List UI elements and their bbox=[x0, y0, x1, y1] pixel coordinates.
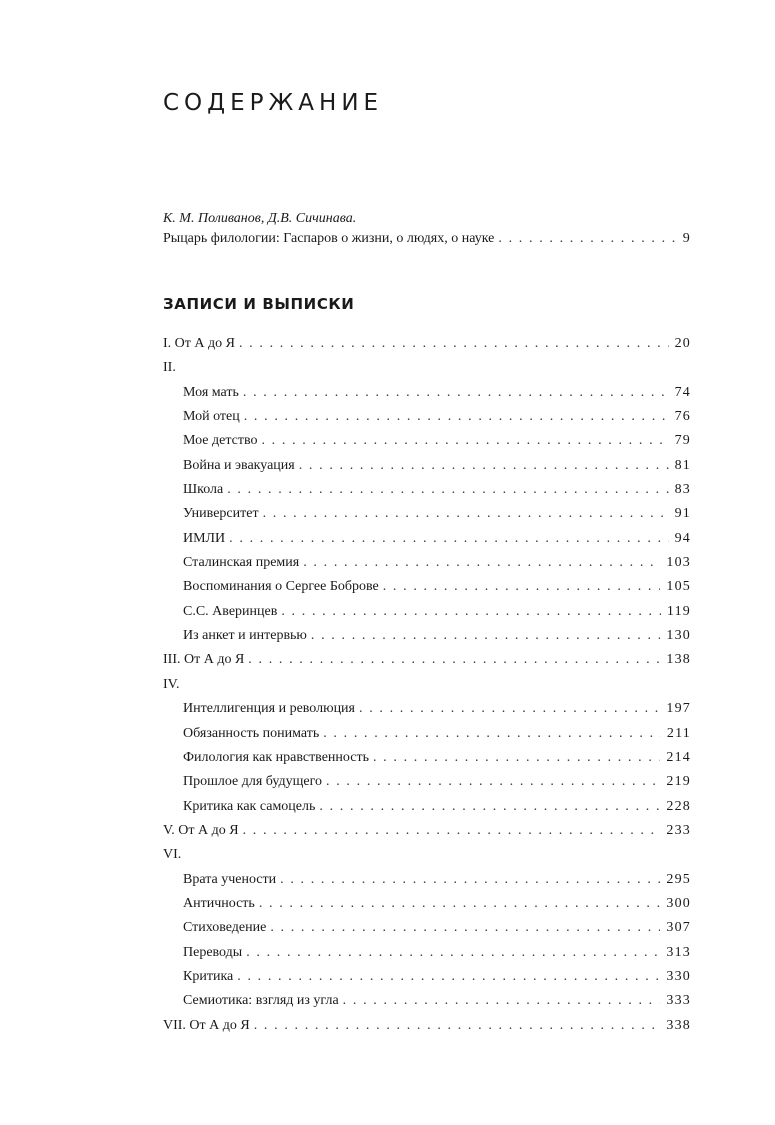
toc-entry-title: Прошлое для будущего bbox=[183, 774, 323, 790]
toc-entry-page: 214 bbox=[666, 749, 691, 765]
toc-entry[interactable] bbox=[163, 965, 691, 989]
toc-entry[interactable] bbox=[163, 941, 691, 965]
toc-entry[interactable] bbox=[163, 575, 691, 599]
toc-entry-page: 300 bbox=[666, 895, 691, 911]
toc-entry-page: 119 bbox=[666, 603, 691, 619]
toc-entry-title: С.С. Аверинцев bbox=[183, 603, 278, 619]
toc-entry-page: 81 bbox=[674, 457, 691, 473]
toc-entry-title: Сталинская премия bbox=[183, 555, 300, 571]
page-title: СОДЕРЖАНИЕ bbox=[163, 90, 384, 116]
toc-part-heading bbox=[163, 356, 691, 380]
toc-entry[interactable] bbox=[163, 746, 691, 770]
toc-entry-page: 338 bbox=[666, 1017, 691, 1033]
toc-entry-page: 20 bbox=[674, 336, 691, 351]
toc-entry-title: Моя мать bbox=[183, 384, 239, 400]
toc-entry-title: Воспоминания о Сергее Боброве bbox=[183, 579, 379, 595]
dot-leader bbox=[326, 770, 660, 794]
dot-leader bbox=[227, 478, 668, 502]
dot-leader bbox=[343, 989, 661, 1013]
dot-leader bbox=[281, 600, 661, 624]
toc-entry-title: Школа bbox=[183, 482, 224, 498]
dot-leader bbox=[359, 697, 660, 721]
toc-entry-page: 228 bbox=[666, 798, 691, 814]
intro-authors: К. М. Поливанов, Д.В. Сичинава. bbox=[163, 211, 357, 226]
intro-entry-title: Рыцарь филологии: Гаспаров о жизни, о людях, о науке bbox=[163, 231, 495, 246]
toc-entry-page: 219 bbox=[666, 774, 691, 790]
dot-leader bbox=[280, 868, 660, 892]
dot-leader bbox=[373, 746, 660, 770]
toc-entry[interactable] bbox=[163, 429, 691, 453]
dot-leader bbox=[299, 454, 669, 478]
dot-leader bbox=[239, 332, 669, 356]
toc-entry[interactable] bbox=[163, 722, 691, 746]
toc-entry-page: 295 bbox=[666, 871, 691, 887]
toc-entry-title: III. От А до Я bbox=[163, 652, 245, 668]
toc-entry[interactable] bbox=[163, 1014, 691, 1038]
toc-entry[interactable] bbox=[163, 892, 691, 916]
toc-entry-page: 94 bbox=[674, 530, 691, 546]
toc-entry-title: V. От А до Я bbox=[163, 822, 239, 838]
toc-entry-title: II. bbox=[163, 360, 176, 376]
toc-entry-page: 91 bbox=[674, 506, 691, 522]
toc-entry[interactable] bbox=[163, 916, 691, 940]
toc-entry-page: 330 bbox=[666, 968, 691, 984]
toc-entry-page: 211 bbox=[666, 725, 691, 741]
toc-entry-title: Обязанность понимать bbox=[183, 725, 320, 741]
dot-leader bbox=[498, 229, 676, 249]
intro-entry[interactable] bbox=[163, 229, 691, 249]
toc-entry-page: 197 bbox=[666, 701, 691, 717]
toc-entry-title: Переводы bbox=[183, 944, 243, 960]
toc-entry-page: 103 bbox=[666, 555, 691, 571]
dot-leader bbox=[270, 916, 660, 940]
dot-leader bbox=[261, 429, 668, 453]
toc-entry-title: I. От А до Я bbox=[163, 336, 235, 351]
toc-entry[interactable] bbox=[163, 454, 691, 478]
dot-leader bbox=[259, 892, 661, 916]
intro-entry-page: 9 bbox=[682, 231, 691, 246]
toc-entry[interactable] bbox=[163, 551, 691, 575]
toc-entry-page: 233 bbox=[666, 822, 691, 838]
toc-entry-title: Семиотика: взгляд из угла bbox=[183, 993, 339, 1009]
toc-entry[interactable] bbox=[163, 819, 691, 843]
toc-entry-title: Из анкет и интервью bbox=[183, 628, 307, 644]
dot-leader bbox=[254, 1014, 661, 1038]
toc-entry-title: VI. bbox=[163, 847, 182, 863]
toc-entry-page: 83 bbox=[674, 482, 691, 498]
toc-entry-title: Античность bbox=[183, 895, 255, 911]
dot-leader bbox=[303, 551, 660, 575]
toc-entry-page: 79 bbox=[674, 433, 691, 449]
toc-entry-page: 74 bbox=[674, 384, 691, 400]
dot-leader bbox=[248, 648, 660, 672]
toc-entry-page: 333 bbox=[666, 993, 691, 1009]
toc-entry-title: ИМЛИ bbox=[183, 530, 226, 546]
toc-entry-title: Врата учености bbox=[183, 871, 277, 887]
toc-entry[interactable] bbox=[163, 648, 691, 672]
toc-entry[interactable] bbox=[163, 770, 691, 794]
toc-entry[interactable] bbox=[163, 478, 691, 502]
toc-entry[interactable] bbox=[163, 989, 691, 1013]
toc-entry[interactable] bbox=[163, 868, 691, 892]
toc-entry[interactable] bbox=[163, 624, 691, 648]
dot-leader bbox=[237, 965, 660, 989]
toc-list bbox=[163, 332, 691, 1038]
toc-entry[interactable] bbox=[163, 795, 691, 819]
toc-entry-title: Критика как самоцель bbox=[183, 798, 316, 814]
dot-leader bbox=[243, 381, 669, 405]
toc-entry-page: 76 bbox=[674, 409, 691, 425]
toc-entry-title: VII. От А до Я bbox=[163, 1017, 250, 1033]
toc-entry-title: Мой отец bbox=[183, 409, 240, 425]
toc-entry-title: Филология как нравственность bbox=[183, 749, 369, 765]
dot-leader bbox=[319, 795, 660, 819]
dot-leader bbox=[323, 722, 661, 746]
toc-entry[interactable] bbox=[163, 405, 691, 429]
dot-leader bbox=[244, 405, 669, 429]
toc-entry-title: IV. bbox=[163, 676, 180, 692]
toc-entry-page: 130 bbox=[666, 628, 691, 644]
dot-leader bbox=[383, 575, 661, 599]
toc-entry[interactable] bbox=[163, 600, 691, 624]
toc-entry[interactable] bbox=[163, 527, 691, 551]
section-title: ЗАПИСИ И ВЫПИСКИ bbox=[163, 295, 355, 313]
toc-entry[interactable] bbox=[163, 381, 691, 405]
toc-entry-title: Мое детство bbox=[183, 433, 258, 449]
toc-entry-page: 313 bbox=[666, 944, 691, 960]
toc-entry[interactable] bbox=[163, 697, 691, 721]
toc-entry[interactable] bbox=[163, 502, 691, 526]
toc-entry-title: Университет bbox=[183, 506, 259, 522]
toc-entry-title: Критика bbox=[183, 968, 234, 984]
toc-entry-page: 307 bbox=[666, 920, 691, 936]
toc-part-heading bbox=[163, 673, 691, 697]
toc-entry-title: Стиховедение bbox=[183, 920, 267, 936]
dot-leader bbox=[246, 941, 660, 965]
toc-entry-page: 105 bbox=[666, 579, 691, 595]
toc-part-heading bbox=[163, 843, 691, 867]
dot-leader bbox=[263, 502, 669, 526]
toc-entry-title: Интеллигенция и революция bbox=[183, 701, 355, 717]
dot-leader bbox=[311, 624, 660, 648]
toc-entry-page: 138 bbox=[666, 652, 691, 668]
toc-entry[interactable] bbox=[163, 332, 691, 356]
dot-leader bbox=[243, 819, 661, 843]
dot-leader bbox=[229, 527, 668, 551]
toc-entry-title: Война и эвакуация bbox=[183, 457, 295, 473]
